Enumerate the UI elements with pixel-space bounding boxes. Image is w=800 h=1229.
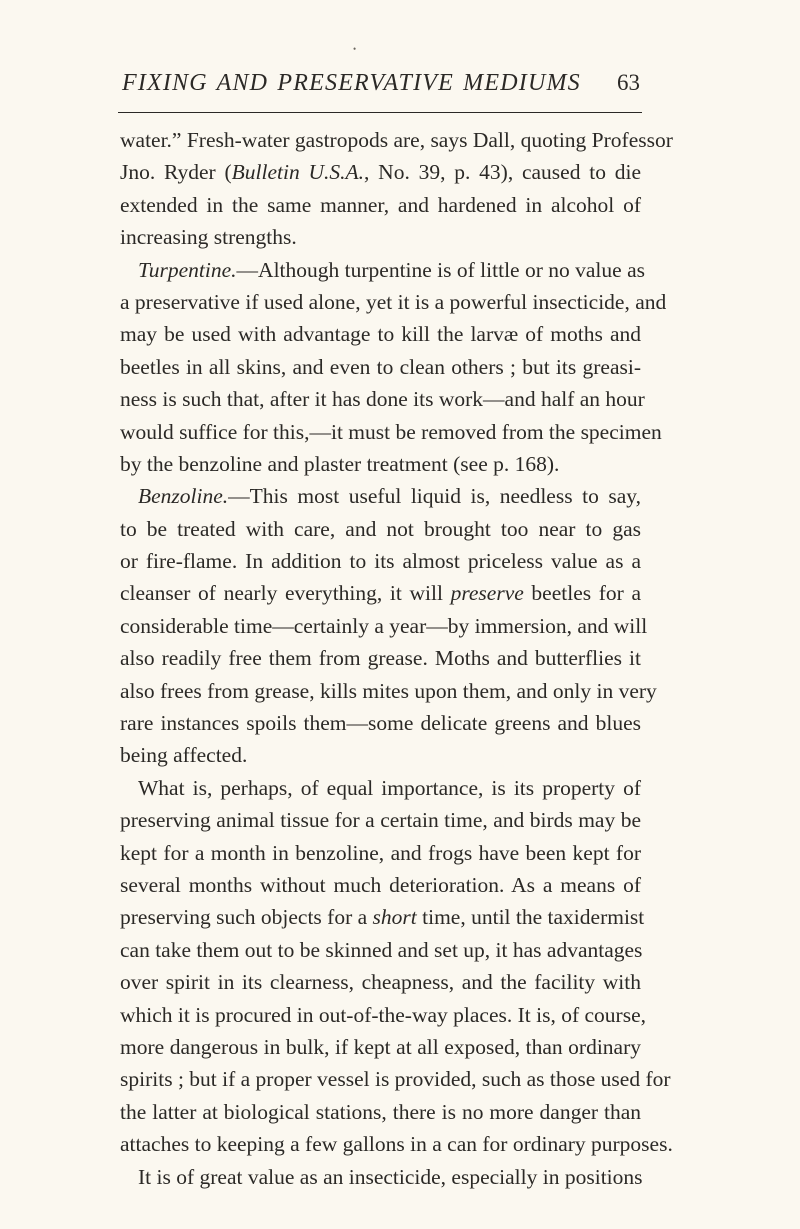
text-run: beetles in all skins, and even to clean others ; but its greasi- — [120, 354, 641, 379]
text-line — [120, 966, 641, 998]
text-run: extended in the same manner, and hardened in alcohol of — [120, 192, 641, 217]
text-line — [120, 254, 645, 286]
text-line — [120, 1096, 641, 1128]
text-line — [120, 934, 641, 966]
text-line — [120, 1161, 641, 1193]
text-line — [120, 1031, 641, 1063]
text-line — [120, 221, 641, 253]
page-number: 63 — [617, 70, 640, 95]
text-run: also frees from grease, kills mites upon them, and only in very — [120, 678, 657, 703]
text-line — [120, 351, 641, 383]
body-text — [120, 124, 673, 1193]
text-line — [120, 739, 641, 771]
text-line — [120, 189, 641, 221]
text-run: water.” Fresh-water gastropods are, says Dall, quoting Professor — [120, 128, 673, 152]
italic-run: preserve — [450, 581, 524, 606]
text-line — [120, 480, 641, 512]
text-run: beetles for a — [523, 581, 641, 606]
text-run: —This most useful liquid is, needless to say, — [228, 484, 641, 509]
running-title: FIXING AND PRESERVATIVE MEDIUMS — [122, 70, 581, 96]
text-run: Jno. Ryder ( — [120, 160, 232, 185]
text-run: ness is such that, after it has done its work—and half an hour — [120, 387, 645, 412]
text-run: What is, perhaps, of equal importance, is its property of — [138, 775, 641, 800]
text-line — [120, 610, 648, 642]
text-line — [120, 448, 641, 480]
text-line — [120, 804, 641, 836]
text-run: preserving animal tissue for a certain time, and birds may be — [120, 808, 641, 833]
text-run: the latter at biological stations, there is no more danger than — [120, 1099, 641, 1124]
text-run: by the benzoline and plaster treatment (see p. 168). — [120, 451, 560, 476]
text-run: to be treated with care, and not brought too near to gas — [120, 516, 641, 541]
text-run: can take them out to be skinned and set up, it has advantages — [120, 937, 643, 962]
text-run: attaches to keeping a few gallons in a can for ordinary purposes. — [120, 1132, 673, 1157]
text-line — [120, 837, 641, 869]
text-run: time, until the taxidermist — [416, 905, 645, 930]
italic-run: short — [372, 905, 417, 930]
text-run: which it is procured in out-of-the-way places. It is, of course, — [120, 1002, 646, 1027]
text-run: more dangerous in bulk, if kept at all exposed, than ordinary — [120, 1034, 641, 1059]
italic-run: Benzoline. — [138, 484, 229, 509]
text-run: , No. 39, p. 43), caused to die — [364, 160, 642, 185]
text-run: spirits ; but if a proper vessel is provided, such as those used for — [120, 1067, 671, 1092]
text-line — [120, 675, 657, 707]
text-run: a preservative if used alone, yet it is a powerful insecticide, and — [120, 289, 667, 314]
ink-speck: • — [353, 44, 357, 54]
italic-run: Turpentine. — [138, 257, 237, 282]
text-line — [120, 124, 673, 156]
text-run: would suffice for this,—it must be removed from the specimen — [120, 419, 662, 444]
text-run: increasing strengths. — [120, 225, 297, 250]
text-run: or fire-flame. In addition to its almost priceless value as a — [120, 549, 641, 574]
text-line — [120, 869, 641, 901]
text-run: several months without much deterioration. As a means of — [120, 872, 641, 897]
text-line — [120, 707, 641, 739]
text-run: preserving such objects for a — [120, 905, 373, 930]
text-line — [120, 545, 641, 577]
text-line — [120, 999, 646, 1031]
text-line — [120, 772, 641, 804]
text-run: —Although turpentine is of little or no value as — [236, 257, 645, 282]
text-line — [120, 513, 641, 545]
text-line — [120, 577, 641, 609]
italic-run: Bulletin U.S.A. — [231, 160, 365, 185]
text-run: considerable time—certainly a year—by immersion, and will — [120, 613, 648, 638]
text-line — [120, 318, 641, 350]
text-line — [120, 156, 641, 188]
text-line — [120, 416, 662, 448]
header-rule — [118, 112, 642, 113]
text-run: rare instances spoils them—some delicate greens and blues — [120, 711, 641, 736]
text-run: may be used with advantage to kill the larvæ of moths and — [120, 322, 641, 347]
text-line — [120, 642, 641, 674]
text-line — [120, 383, 645, 415]
text-line — [120, 1063, 671, 1095]
text-run: also readily free them from grease. Moths and butterflies it — [120, 646, 641, 671]
text-run: over spirit in its clearness, cheapness, and the facility with — [120, 970, 641, 995]
text-line — [120, 1128, 673, 1160]
text-run: kept for a month in benzoline, and frogs have been kept for — [120, 840, 641, 865]
running-head — [120, 70, 660, 110]
text-line — [120, 286, 667, 318]
text-line — [120, 901, 645, 933]
text-run: being affected. — [120, 743, 248, 768]
text-run: It is of great value as an insecticide, especially in positions — [138, 1164, 643, 1189]
text-run: cleanser of nearly everything, it will — [120, 581, 451, 606]
